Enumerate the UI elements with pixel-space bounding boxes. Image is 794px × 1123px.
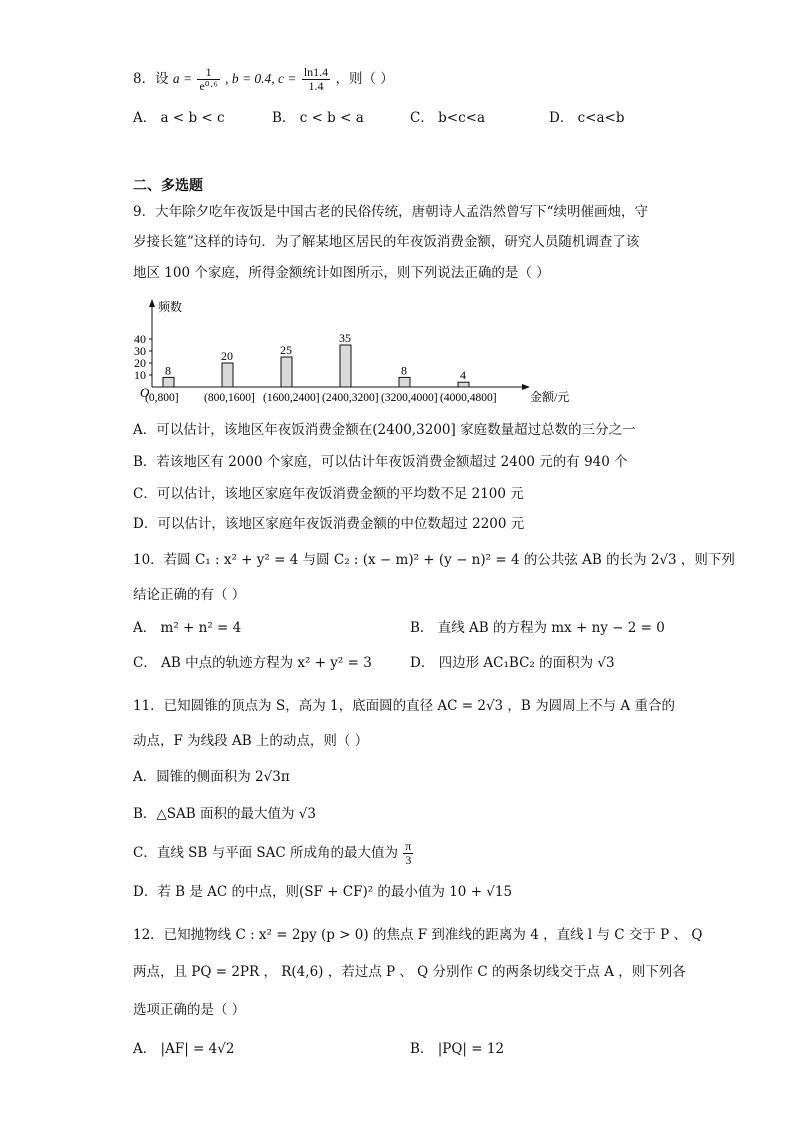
origin-label: O (140, 385, 150, 400)
y-tick-label: 20 (134, 356, 146, 370)
q11-option-d[interactable]: D．若 B 是 AC 的中点，则(SF + CF)² 的最小值为 10 + √15 (133, 884, 513, 900)
q10-option-d[interactable]: D． 四边形 AC₁BC₂ 的面积为 √3 (410, 655, 615, 671)
q8-option-a[interactable]: A． a < b < c (133, 110, 225, 126)
q10-option-a[interactable]: A． m² + n² = 4 (133, 620, 242, 636)
q11-option-c[interactable] (133, 840, 414, 867)
bar (222, 363, 233, 387)
q10-option-b[interactable]: B． 直线 AB 的方程为 mx + ny − 2 = 0 (410, 620, 665, 636)
q9-line-2: 岁接长筵”这样的诗句．为了解某地区居民的年夜饭消费金额，研究人员随机调查了该 (133, 234, 640, 250)
q11-line-2: 动点，F 为线段 AB 上的动点，则（ ） (133, 733, 369, 749)
y-tick-label: 40 (134, 332, 146, 346)
bar (458, 382, 469, 387)
x-tick-label: (4000,4800] (440, 392, 497, 404)
y-tick-label: 30 (134, 344, 146, 358)
q8-formula-a: a = (172, 71, 193, 86)
q10-option-c[interactable]: C． AB 中点的轨迹方程为 x² + y² = 3 (133, 655, 372, 671)
bar (163, 377, 174, 387)
q9-option-d[interactable]: D．可以估计，该地区家庭年夜饭消费金额的中位数超过 2200 元 (133, 516, 525, 532)
q8-stem (133, 66, 394, 93)
x-tick-label: (800,1600] (204, 392, 255, 404)
bar-value-label: 8 (165, 363, 171, 378)
q8-option-b[interactable]: B． c < b < a (272, 110, 364, 126)
q11-option-c-den: 3 (405, 853, 412, 867)
q12-option-a[interactable]: A． |AF| = 4√2 (133, 1041, 235, 1057)
q8-end: ，则（ ） (335, 71, 394, 87)
q8-fraction-a-den: e⁰·⁶ (199, 79, 218, 93)
y-tick-label: 10 (134, 368, 146, 382)
q10-line-1: 10．若圆 C₁ : x² + y² = 4 与圆 C₂ : (x − m)² + (y − n)² = 4 的公共弦 AB 的长为 2√3 ，则下列 (133, 552, 735, 568)
q10-line-2: 结论正确的有（ ） (133, 587, 246, 603)
section-title-multi-choice: 二、多选题 (133, 178, 203, 194)
q9-bar-chart (126, 297, 586, 409)
bar (399, 377, 410, 387)
q8-number: 8．设 (133, 71, 169, 87)
q9-line-1: 9．大年除夕吃年夜饭是中国古老的民俗传统，唐朝诗人孟浩然曾写下“续明催画烛，守 (133, 204, 648, 220)
bar-value-label: 20 (221, 349, 233, 363)
x-tick-label: (0,800] (145, 392, 179, 404)
q11-option-b[interactable]: B．△SAB 面积的最大值为 √3 (133, 806, 316, 822)
q8-fraction-a-num: 1 (197, 66, 219, 80)
x-tick-label: (2400,3200] (322, 392, 379, 404)
bar-value-label: 8 (401, 363, 407, 378)
q8-option-d[interactable]: D． c<a<b (549, 110, 625, 126)
x-tick-label: (1600,2400] (263, 392, 320, 404)
q11-option-a[interactable]: A．圆锥的侧面积为 2√3π (133, 769, 290, 785)
q9-option-a[interactable]: A．可以估计，该地区年夜饭消费金额在(2400,3200] 家庭数量超过总数的三分之一 (133, 422, 636, 438)
x-axis-label: 金额/元 (530, 390, 570, 404)
q8-fraction-c (302, 66, 330, 93)
q11-line-1: 11．已知圆锥的顶点为 S，高为 1，底面圆的直径 AC = 2√3 ，B 为圆周上不与 A 重合的 (133, 698, 675, 714)
q12-line-2: 两点，且 PQ = 2PR ， R(4,6) ，若过点 P 、 Q 分别作 C 的两条切线交于点 A ，则下列各 (133, 964, 686, 980)
q8-fraction-a (197, 66, 219, 93)
q8-formula-mid: , b = 0.4, c = (225, 71, 297, 86)
q9-option-c[interactable]: C．可以估计，该地区家庭年夜饭消费金额的平均数不足 2100 元 (133, 486, 524, 502)
q9-option-b[interactable]: B．若该地区有 2000 个家庭，可以估计年夜饭消费金额超过 2400 元的有 940 个 (133, 454, 628, 470)
q11-option-c-fraction (403, 840, 413, 867)
q8-fraction-c-num: ln1.4 (303, 65, 329, 79)
bar-value-label: 4 (460, 368, 466, 383)
q8-fraction-c-den: 1.4 (308, 79, 324, 93)
q12-line-3: 选项正确的是（ ） (133, 1002, 246, 1018)
q9-line-3: 地区 100 个家庭，所得金额统计如图所示，则下列说法正确的是（ ） (133, 265, 550, 281)
bar (281, 357, 292, 387)
bar-value-label: 25 (280, 343, 292, 357)
bar-value-label: 35 (339, 331, 351, 345)
q8-option-c[interactable]: C． b<c<a (410, 110, 485, 126)
x-axis-arrow (522, 384, 530, 390)
x-tick-label: (3200,4000] (381, 392, 438, 404)
q11-option-c-text: C．直线 SB 与平面 SAC 所成角的最大值为 (133, 845, 398, 861)
y-axis-label: 频数 (158, 300, 183, 314)
bar (340, 345, 351, 387)
q12-line-1: 12．已知抛物线 C : x² = 2py (p > 0) 的焦点 F 到准线的距离为 4 ，直线 l 与 C 交于 P 、 Q (133, 927, 703, 943)
y-axis-arrow (149, 299, 155, 307)
q11-option-c-num: π (405, 839, 412, 853)
q12-option-b[interactable]: B． |PQ| = 12 (410, 1041, 505, 1057)
